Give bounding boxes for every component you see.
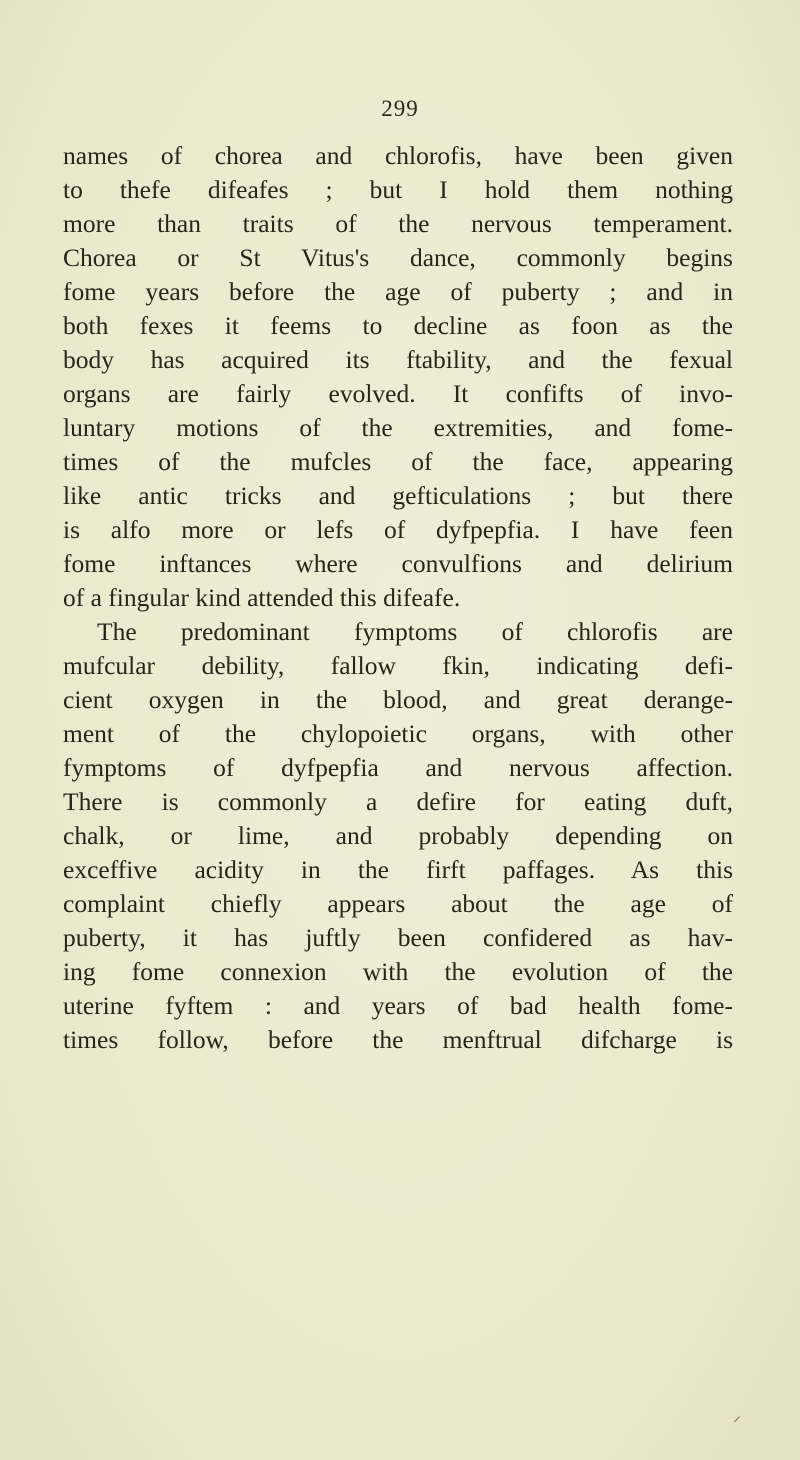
text-line-14: of a fingular kind attended this difeafe. <box>63 583 461 612</box>
text-line-27: times follow, before the menftrual difcharge is <box>63 1025 733 1054</box>
text-line-19: fymptoms of dyfpepfia and nervous affection. <box>63 753 733 782</box>
text-line-15: The predominant fymptoms of chlorofis are <box>97 617 733 646</box>
page-number: 299 <box>381 96 419 121</box>
text-line-11: like antic tricks and gefticulations ; but there <box>63 481 733 510</box>
text-line-12: is alfo more or lefs of dyfpepfia. I have feen <box>63 515 733 544</box>
ink-mark-icon: ⸝ <box>733 1408 742 1425</box>
text-line-22: exceffive acidity in the firft paffages. As this <box>63 855 733 884</box>
text-line-18: ment of the chylopoietic organs, with other <box>63 719 733 748</box>
body-text <box>63 139 733 1057</box>
text-line-17: cient oxygen in the blood, and great derange- <box>63 685 733 714</box>
text-line-10: times of the mufcles of the face, appearing <box>63 447 733 476</box>
text-line-6: both fexes it feems to decline as foon as the <box>63 311 733 340</box>
text-line-8: organs are fairly evolved. It confifts of invo- <box>63 379 733 408</box>
text-line-21: chalk, or lime, and probably depending on <box>63 821 733 850</box>
text-line-26: uterine fyftem : and years of bad health fome- <box>63 991 733 1020</box>
text-line-4: Chorea or St Vitus's dance, commonly begins <box>63 243 733 272</box>
text-line-1: names of chorea and chlorofis, have been given <box>63 141 733 170</box>
text-line-5: fome years before the age of puberty ; and in <box>63 277 733 306</box>
text-line-3: more than traits of the nervous temperament. <box>63 209 733 238</box>
text-line-20: There is commonly a defire for eating duft, <box>63 787 733 816</box>
text-line-24: puberty, it has juftly been confidered as hav- <box>63 923 733 952</box>
text-line-16: mufcular debility, fallow fkin, indicating defi- <box>63 651 733 680</box>
text-line-23: complaint chiefly appears about the age of <box>63 889 733 918</box>
text-line-9: luntary motions of the extremities, and fome- <box>63 413 733 442</box>
text-line-25: ing fome connexion with the evolution of the <box>63 957 733 986</box>
text-line-7: body has acquired its ftability, and the fexual <box>63 345 733 374</box>
text-line-2: to thefe difeafes ; but I hold them nothing <box>63 175 733 204</box>
text-line-13: fome inftances where convulfions and delirium <box>63 549 733 578</box>
